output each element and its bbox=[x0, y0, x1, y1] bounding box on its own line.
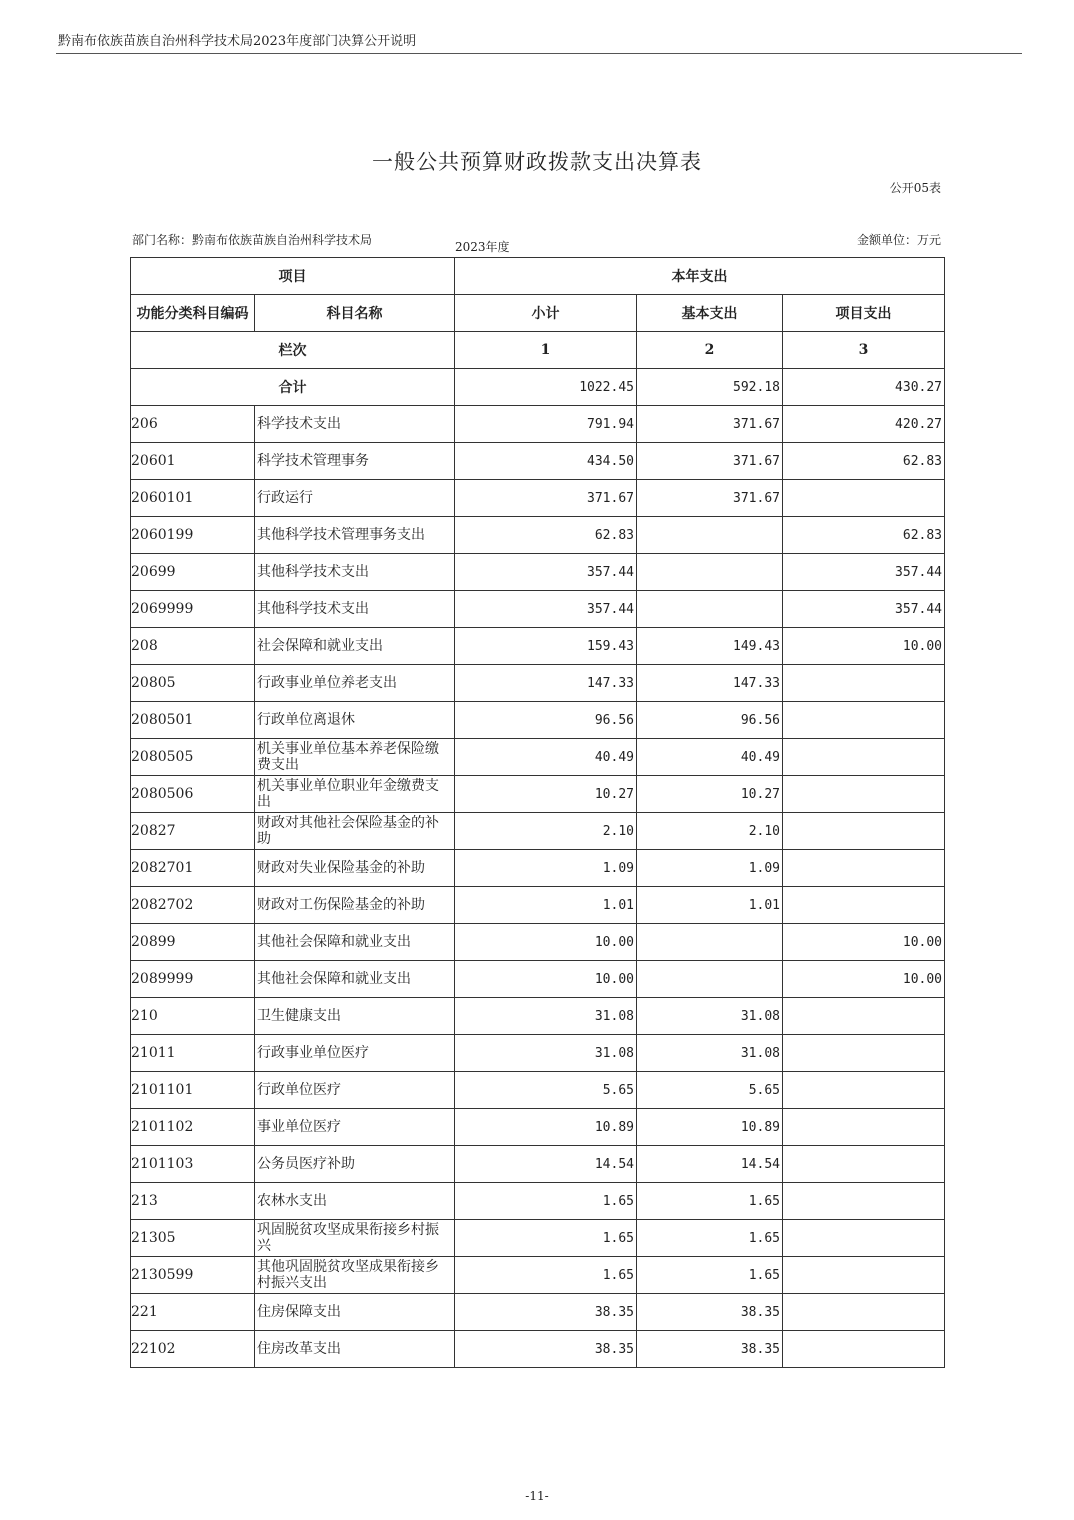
row-subtotal: 31.08 bbox=[455, 998, 637, 1035]
row-basic: 31.08 bbox=[637, 1035, 783, 1072]
row-subtotal: 357.44 bbox=[455, 554, 637, 591]
row-subtotal: 38.35 bbox=[455, 1331, 637, 1368]
total-row bbox=[131, 369, 945, 406]
row-project bbox=[783, 1294, 945, 1331]
row-subtotal: 1.09 bbox=[455, 850, 637, 887]
row-code: 2080501 bbox=[131, 702, 255, 739]
row-name: 其他巩固脱贫攻坚成果衔接乡村振兴支出 bbox=[255, 1257, 455, 1294]
row-subtotal: 10.27 bbox=[455, 776, 637, 813]
row-code: 20899 bbox=[131, 924, 255, 961]
row-basic: 38.35 bbox=[637, 1294, 783, 1331]
total-basic: 592.18 bbox=[637, 369, 783, 406]
col-header-name: 科目名称 bbox=[255, 295, 455, 332]
row-name: 住房保障支出 bbox=[255, 1294, 455, 1331]
row-code: 2101102 bbox=[131, 1109, 255, 1146]
row-subtotal: 96.56 bbox=[455, 702, 637, 739]
row-subtotal: 62.83 bbox=[455, 517, 637, 554]
table-row bbox=[131, 887, 945, 924]
table-row bbox=[131, 554, 945, 591]
table-row bbox=[131, 628, 945, 665]
row-subtotal: 10.00 bbox=[455, 961, 637, 998]
row-name: 财政对失业保险基金的补助 bbox=[255, 850, 455, 887]
table-row bbox=[131, 813, 945, 850]
row-code: 21305 bbox=[131, 1220, 255, 1257]
row-subtotal: 10.89 bbox=[455, 1109, 637, 1146]
row-subtotal: 5.65 bbox=[455, 1072, 637, 1109]
row-code: 208 bbox=[131, 628, 255, 665]
row-project: 62.83 bbox=[783, 517, 945, 554]
row-code: 2080505 bbox=[131, 739, 255, 776]
row-subtotal: 434.50 bbox=[455, 443, 637, 480]
budget-table bbox=[130, 257, 945, 1368]
row-name: 住房改革支出 bbox=[255, 1331, 455, 1368]
row-code: 2069999 bbox=[131, 591, 255, 628]
row-project bbox=[783, 1257, 945, 1294]
row-project bbox=[783, 702, 945, 739]
row-project bbox=[783, 739, 945, 776]
row-project bbox=[783, 998, 945, 1035]
row-code: 20601 bbox=[131, 443, 255, 480]
row-subtotal: 40.49 bbox=[455, 739, 637, 776]
row-code: 2060101 bbox=[131, 480, 255, 517]
row-name: 其他科学技术支出 bbox=[255, 554, 455, 591]
row-name: 行政事业单位医疗 bbox=[255, 1035, 455, 1072]
row-name: 科学技术管理事务 bbox=[255, 443, 455, 480]
row-subtotal: 10.00 bbox=[455, 924, 637, 961]
row-basic: 96.56 bbox=[637, 702, 783, 739]
row-subtotal: 357.44 bbox=[455, 591, 637, 628]
row-basic bbox=[637, 961, 783, 998]
row-basic: 38.35 bbox=[637, 1331, 783, 1368]
table-row bbox=[131, 1294, 945, 1331]
col-header-code: 功能分类科目编码 bbox=[131, 295, 255, 332]
row-project bbox=[783, 1146, 945, 1183]
table-row bbox=[131, 443, 945, 480]
row-name: 行政单位离退休 bbox=[255, 702, 455, 739]
table-row bbox=[131, 1146, 945, 1183]
table-row bbox=[131, 1220, 945, 1257]
row-basic bbox=[637, 517, 783, 554]
row-project: 10.00 bbox=[783, 628, 945, 665]
row-subtotal: 147.33 bbox=[455, 665, 637, 702]
row-project bbox=[783, 887, 945, 924]
row-code: 2080506 bbox=[131, 776, 255, 813]
column-index-2: 2 bbox=[637, 332, 783, 369]
row-basic: 371.67 bbox=[637, 443, 783, 480]
row-project bbox=[783, 1331, 945, 1368]
row-subtotal: 1.65 bbox=[455, 1183, 637, 1220]
row-code: 20827 bbox=[131, 813, 255, 850]
row-basic: 149.43 bbox=[637, 628, 783, 665]
row-name: 社会保障和就业支出 bbox=[255, 628, 455, 665]
row-name: 财政对其他社会保险基金的补助 bbox=[255, 813, 455, 850]
table-row bbox=[131, 517, 945, 554]
column-index-row bbox=[131, 332, 945, 369]
table-row bbox=[131, 406, 945, 443]
row-subtotal: 1.65 bbox=[455, 1257, 637, 1294]
row-project bbox=[783, 1183, 945, 1220]
row-name: 其他科学技术支出 bbox=[255, 591, 455, 628]
row-project bbox=[783, 1035, 945, 1072]
row-basic: 10.27 bbox=[637, 776, 783, 813]
row-project bbox=[783, 1220, 945, 1257]
header-divider bbox=[56, 53, 1022, 54]
row-project bbox=[783, 665, 945, 702]
table-row bbox=[131, 924, 945, 961]
row-name: 机关事业单位基本养老保险缴费支出 bbox=[255, 739, 455, 776]
column-index-1: 1 bbox=[455, 332, 637, 369]
row-basic: 371.67 bbox=[637, 406, 783, 443]
row-code: 20699 bbox=[131, 554, 255, 591]
table-row bbox=[131, 1035, 945, 1072]
row-code: 20805 bbox=[131, 665, 255, 702]
row-code: 2101101 bbox=[131, 1072, 255, 1109]
row-name: 其他社会保障和就业支出 bbox=[255, 961, 455, 998]
table-row bbox=[131, 961, 945, 998]
row-project: 420.27 bbox=[783, 406, 945, 443]
row-subtotal: 159.43 bbox=[455, 628, 637, 665]
row-basic bbox=[637, 554, 783, 591]
fiscal-year: 2023年度 bbox=[455, 240, 510, 254]
row-basic: 1.01 bbox=[637, 887, 783, 924]
row-basic: 2.10 bbox=[637, 813, 783, 850]
row-basic: 10.89 bbox=[637, 1109, 783, 1146]
total-subtotal: 1022.45 bbox=[455, 369, 637, 406]
row-subtotal: 1.01 bbox=[455, 887, 637, 924]
row-project bbox=[783, 1072, 945, 1109]
col-header-basic: 基本支出 bbox=[637, 295, 783, 332]
table-row bbox=[131, 776, 945, 813]
row-name: 行政单位医疗 bbox=[255, 1072, 455, 1109]
row-basic: 1.65 bbox=[637, 1220, 783, 1257]
table-row bbox=[131, 1072, 945, 1109]
table-row bbox=[131, 591, 945, 628]
row-code: 2089999 bbox=[131, 961, 255, 998]
row-subtotal: 371.67 bbox=[455, 480, 637, 517]
row-basic: 371.67 bbox=[637, 480, 783, 517]
table-row bbox=[131, 480, 945, 517]
row-subtotal: 14.54 bbox=[455, 1146, 637, 1183]
table-row bbox=[131, 1331, 945, 1368]
page-number: -11- bbox=[525, 1489, 549, 1503]
total-project: 430.27 bbox=[783, 369, 945, 406]
table-row bbox=[131, 1257, 945, 1294]
row-project: 10.00 bbox=[783, 924, 945, 961]
row-name: 其他社会保障和就业支出 bbox=[255, 924, 455, 961]
row-name: 事业单位医疗 bbox=[255, 1109, 455, 1146]
row-code: 22102 bbox=[131, 1331, 255, 1368]
table-row bbox=[131, 998, 945, 1035]
row-code: 2101103 bbox=[131, 1146, 255, 1183]
row-code: 2082702 bbox=[131, 887, 255, 924]
table-row bbox=[131, 1109, 945, 1146]
column-index-label: 栏次 bbox=[131, 332, 455, 369]
table-row bbox=[131, 739, 945, 776]
row-basic: 31.08 bbox=[637, 998, 783, 1035]
table-title: 一般公共预算财政拨款支出决算表 bbox=[372, 150, 702, 174]
row-project: 10.00 bbox=[783, 961, 945, 998]
department-name: 部门名称：黔南布依族苗族自治州科学技术局 bbox=[132, 233, 373, 247]
row-code: 210 bbox=[131, 998, 255, 1035]
row-basic: 1.65 bbox=[637, 1257, 783, 1294]
col-header-subtotal: 小计 bbox=[455, 295, 637, 332]
column-header-row bbox=[131, 295, 945, 332]
row-project bbox=[783, 813, 945, 850]
row-basic: 1.09 bbox=[637, 850, 783, 887]
row-name: 行政运行 bbox=[255, 480, 455, 517]
column-index-3: 3 bbox=[783, 332, 945, 369]
row-code: 2130599 bbox=[131, 1257, 255, 1294]
table-row bbox=[131, 1183, 945, 1220]
row-project bbox=[783, 850, 945, 887]
table-row bbox=[131, 850, 945, 887]
row-name: 卫生健康支出 bbox=[255, 998, 455, 1035]
row-basic: 147.33 bbox=[637, 665, 783, 702]
row-name: 农林水支出 bbox=[255, 1183, 455, 1220]
row-name: 科学技术支出 bbox=[255, 406, 455, 443]
group-header-row bbox=[131, 258, 945, 295]
row-subtotal: 1.65 bbox=[455, 1220, 637, 1257]
row-project bbox=[783, 480, 945, 517]
row-name: 巩固脱贫攻坚成果衔接乡村振兴 bbox=[255, 1220, 455, 1257]
row-basic: 5.65 bbox=[637, 1072, 783, 1109]
row-code: 2082701 bbox=[131, 850, 255, 887]
group-header-item: 项目 bbox=[131, 258, 455, 295]
col-header-project: 项目支出 bbox=[783, 295, 945, 332]
row-subtotal: 2.10 bbox=[455, 813, 637, 850]
row-name: 机关事业单位职业年金缴费支出 bbox=[255, 776, 455, 813]
row-basic bbox=[637, 591, 783, 628]
row-code: 221 bbox=[131, 1294, 255, 1331]
row-code: 21011 bbox=[131, 1035, 255, 1072]
row-basic: 40.49 bbox=[637, 739, 783, 776]
row-project bbox=[783, 776, 945, 813]
running-header: 黔南布依族苗族自治州科学技术局2023年度部门决算公开说明 bbox=[58, 34, 417, 49]
row-name: 其他科学技术管理事务支出 bbox=[255, 517, 455, 554]
table-row bbox=[131, 665, 945, 702]
row-subtotal: 791.94 bbox=[455, 406, 637, 443]
form-number: 公开05表 bbox=[889, 181, 941, 195]
row-project: 62.83 bbox=[783, 443, 945, 480]
row-project bbox=[783, 1109, 945, 1146]
total-label: 合计 bbox=[131, 369, 455, 406]
amount-unit: 金额单位：万元 bbox=[856, 233, 941, 247]
row-project: 357.44 bbox=[783, 591, 945, 628]
row-code: 2060199 bbox=[131, 517, 255, 554]
row-name: 公务员医疗补助 bbox=[255, 1146, 455, 1183]
row-code: 206 bbox=[131, 406, 255, 443]
row-subtotal: 31.08 bbox=[455, 1035, 637, 1072]
row-basic: 14.54 bbox=[637, 1146, 783, 1183]
row-basic: 1.65 bbox=[637, 1183, 783, 1220]
row-code: 213 bbox=[131, 1183, 255, 1220]
row-subtotal: 38.35 bbox=[455, 1294, 637, 1331]
row-basic bbox=[637, 924, 783, 961]
row-name: 财政对工伤保险基金的补助 bbox=[255, 887, 455, 924]
table-row bbox=[131, 702, 945, 739]
row-name: 行政事业单位养老支出 bbox=[255, 665, 455, 702]
group-header-current-year: 本年支出 bbox=[455, 258, 945, 295]
row-project: 357.44 bbox=[783, 554, 945, 591]
